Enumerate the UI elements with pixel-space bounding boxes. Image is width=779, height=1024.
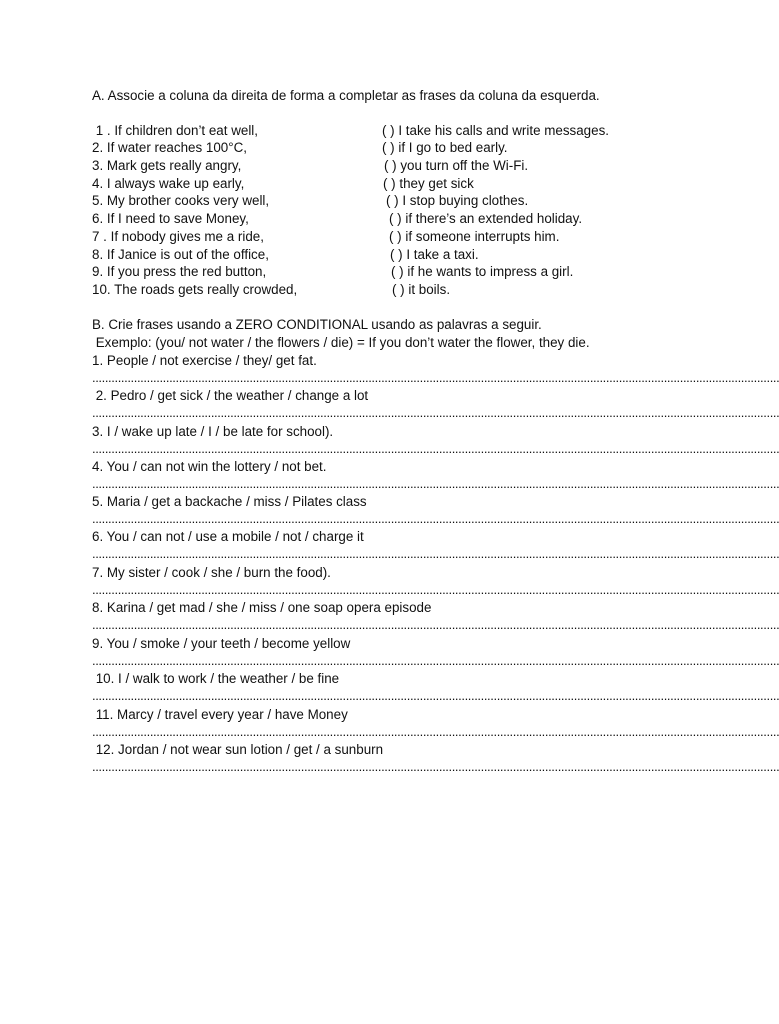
prompt-item: 6. You / can not / use a mobile / not / charge it (92, 529, 364, 544)
match-left-item: 3. Mark gets really angry, (92, 158, 242, 173)
answer-line[interactable]: ...................................................................................................................................................................................................................... (92, 759, 779, 774)
match-right-item: ( ) I take a taxi. (390, 247, 479, 262)
prompt-item: 9. You / smoke / your teeth / become yellow (92, 636, 351, 651)
prompt-item: 11. Marcy / travel every year / have Money (92, 707, 348, 722)
answer-line[interactable]: ...................................................................................................................................................................................................................... (92, 441, 779, 456)
match-right-item: ( ) you turn off the Wi-Fi. (384, 158, 529, 173)
answer-line[interactable]: ...................................................................................................................................................................................................................... (92, 405, 779, 420)
answer-line[interactable]: ...................................................................................................................................................................................................................... (92, 724, 779, 739)
prompt-item: 1. People / not exercise / they/ get fat. (92, 353, 317, 368)
match-right-item: ( ) if he wants to impress a girl. (391, 264, 574, 279)
match-left-item: 6. If I need to save Money, (92, 211, 249, 226)
answer-line[interactable]: ...................................................................................................................................................................................................................... (92, 546, 779, 561)
prompt-item: 7. My sister / cook / she / burn the food). (92, 565, 331, 580)
match-right-item: ( ) I stop buying clothes. (386, 193, 529, 208)
answer-line[interactable]: ...................................................................................................................................................................................................................... (92, 653, 779, 668)
match-left-item: 2. If water reaches 100°C, (92, 140, 247, 155)
prompt-item: 2. Pedro / get sick / the weather / change a lot (92, 388, 369, 403)
answer-line[interactable]: ...................................................................................................................................................................................................................... (92, 617, 779, 632)
prompt-item: 12. Jordan / not wear sun lotion / get / a sunburn (92, 742, 384, 757)
section-b-instruction: B. Crie frases usando a ZERO CONDITIONAL usando as palavras a seguir. (92, 317, 542, 332)
match-right-item: ( ) if I go to bed early. (382, 140, 508, 155)
prompt-item: 10. I / walk to work / the weather / be fine (92, 671, 340, 686)
match-left-item: 7 . If nobody gives me a ride, (92, 229, 264, 244)
match-left-item: 10. The roads gets really crowded, (92, 282, 298, 297)
match-left-item: 5. My brother cooks very well, (92, 193, 270, 208)
match-left-item: 1 . If children don’t eat well, (92, 123, 258, 138)
answer-line[interactable]: ...................................................................................................................................................................................................................... (92, 688, 779, 703)
match-left-item: 4. I always wake up early, (92, 176, 245, 191)
match-left-item: 9. If you press the red button, (92, 264, 267, 279)
match-right-item: ( ) it boils. (392, 282, 451, 297)
prompt-item: 5. Maria / get a backache / miss / Pilates class (92, 494, 367, 509)
answer-line[interactable]: ...................................................................................................................................................................................................................... (92, 511, 779, 526)
prompt-item: 8. Karina / get mad / she / miss / one soap opera episode (92, 600, 432, 615)
answer-line[interactable]: ...................................................................................................................................................................................................................... (92, 582, 779, 597)
match-right-item: ( ) if there’s an extended holiday. (389, 211, 583, 226)
match-right-item: ( ) I take his calls and write messages. (382, 123, 609, 138)
answer-line[interactable]: ...................................................................................................................................................................................................................... (92, 476, 779, 491)
match-left-item: 8. If Janice is out of the office, (92, 247, 269, 262)
prompt-item: 3. I / wake up late / I / be late for school). (92, 424, 334, 439)
prompt-item: 4. You / can not win the lottery / not bet. (92, 459, 327, 474)
section-b-example: Exemplo: (you/ not water / the flowers / die) = If you don’t water the flower, they die. (92, 335, 590, 350)
answer-line[interactable]: ...................................................................................................................................................................................................................... (92, 370, 779, 385)
match-right-item: ( ) they get sick (383, 176, 474, 191)
section-a-instruction: A. Associe a coluna da direita de forma a completar as frases da coluna da esquerda. (92, 88, 600, 103)
match-right-item: ( ) if someone interrupts him. (389, 229, 560, 244)
